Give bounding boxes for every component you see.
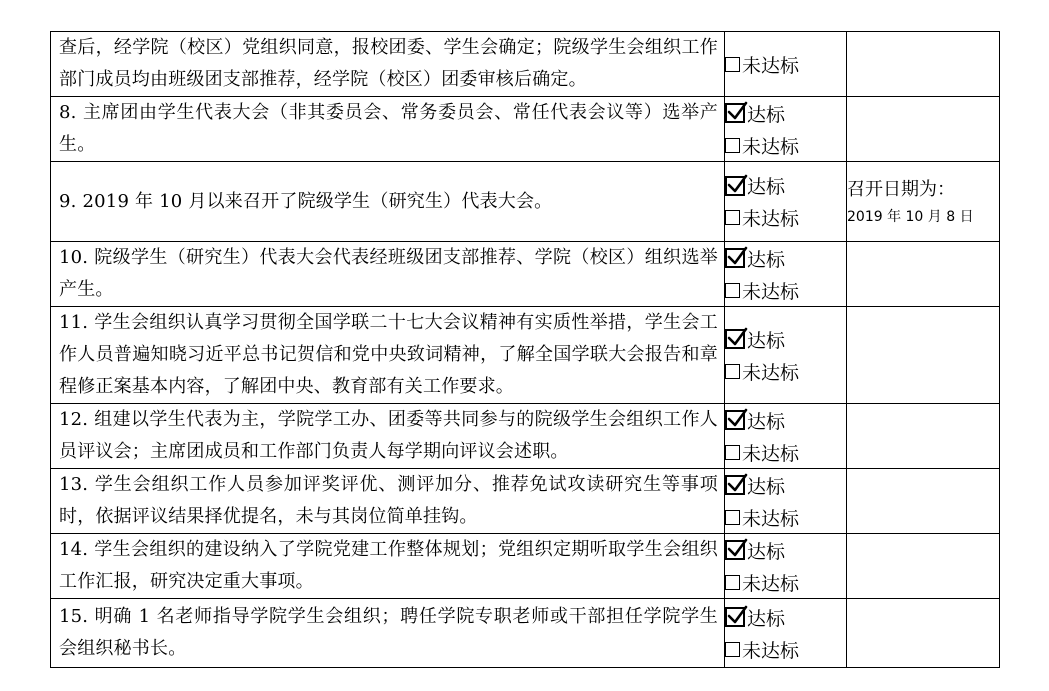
fail-option[interactable] [725, 633, 846, 665]
note-cell [847, 162, 1000, 242]
table-row [51, 404, 1000, 469]
note-cell [847, 404, 1000, 469]
note-cell [847, 534, 1000, 599]
item-cell [51, 242, 725, 307]
pass-label: 达标 [747, 410, 786, 433]
note-cell [847, 469, 1000, 534]
item-text: 12. 组建以学生代表为主，学院学工办、团委等共同参与的院级学生会组织工作人员评议会；主席团成员和工作部门负责人每学期向评议会述职。 [59, 409, 718, 462]
table-row [51, 242, 1000, 307]
pass-label: 达标 [747, 607, 786, 630]
pass-label: 达标 [747, 540, 786, 563]
fail-option[interactable] [725, 355, 846, 387]
checked-checkbox-icon[interactable] [725, 475, 745, 495]
checked-checkbox-icon[interactable] [725, 329, 745, 349]
empty-checkbox-icon[interactable] [725, 364, 740, 379]
item-cell [51, 599, 725, 668]
checked-checkbox-icon[interactable] [725, 607, 745, 627]
empty-checkbox-icon[interactable] [725, 210, 740, 225]
item-text: 14. 学生会组织的建设纳入了学院党建工作整体规划；党组织定期听取学生会组织工作汇报，研究决定重大事项。 [59, 539, 718, 592]
pass-option[interactable] [725, 404, 846, 436]
status-cell [725, 469, 847, 534]
status-cell [725, 97, 847, 162]
checked-checkbox-icon[interactable] [725, 540, 745, 560]
pass-option[interactable] [725, 534, 846, 566]
fail-label: 未达标 [742, 572, 800, 595]
item-text: 8. 主席团由学生代表大会（非其委员会、常务委员会、常任代表会议等）选举产生。 [59, 102, 718, 155]
checklist-body [51, 32, 1000, 668]
pass-option[interactable] [725, 97, 846, 129]
note-cell [847, 242, 1000, 307]
note-cell [847, 307, 1000, 404]
table-row [51, 469, 1000, 534]
item-text: 9. 2019 年 10 月以来召开了院级学生（研究生）代表大会。 [59, 190, 553, 212]
pass-option[interactable] [725, 469, 846, 501]
fail-option[interactable] [725, 501, 846, 533]
checked-checkbox-icon[interactable] [725, 248, 745, 268]
empty-checkbox-icon[interactable] [725, 57, 740, 72]
fail-option[interactable] [725, 48, 846, 80]
item-cell [51, 404, 725, 469]
empty-checkbox-icon[interactable] [725, 510, 740, 525]
note-cell [847, 97, 1000, 162]
fail-label: 未达标 [742, 442, 800, 465]
item-text: 11. 学生会组织认真学习贯彻全国学联二十七大会议精神有实质性举措，学生会工作人员普遍知晓习近平总书记贺信和党中央致词精神，了解全国学联大会报告和章程修正案基本内容，了解团中央、教育部有关工作要求。 [59, 312, 718, 397]
empty-checkbox-icon[interactable] [725, 575, 740, 590]
status-cell [725, 404, 847, 469]
pass-option[interactable] [725, 242, 846, 274]
table-row [51, 534, 1000, 599]
status-cell [725, 162, 847, 242]
pass-label: 达标 [747, 329, 786, 352]
item-text: 10. 院级学生（研究生）代表大会代表经班级团支部推荐、学院（校区）组织选举产生。 [59, 247, 718, 300]
pass-option[interactable] [725, 170, 846, 202]
item-text: 查后，经学院（校区）党组织同意，报校团委、学生会确定；院级学生会组织工作部门成员均由班级团支部推荐，经学院（校区）团委审核后确定。 [59, 37, 718, 90]
fail-label: 未达标 [742, 54, 800, 77]
status-cell [725, 242, 847, 307]
pass-option[interactable] [725, 323, 846, 355]
note-cell [847, 599, 1000, 668]
table-row [51, 32, 1000, 97]
fail-label: 未达标 [742, 639, 800, 662]
item-cell [51, 307, 725, 404]
item-text: 13. 学生会组织工作人员参加评奖评优、测评加分、推荐免试攻读研究生等事项时，依据评议结果择优提名，未与其岗位简单挂钩。 [59, 474, 718, 527]
empty-checkbox-icon[interactable] [725, 138, 740, 153]
fail-option[interactable] [725, 566, 846, 598]
pass-label: 达标 [747, 248, 786, 271]
note-cell [847, 32, 1000, 97]
checked-checkbox-icon[interactable] [725, 176, 745, 196]
item-cell [51, 97, 725, 162]
empty-checkbox-icon[interactable] [725, 283, 740, 298]
table-row [51, 97, 1000, 162]
item-text: 15. 明确 1 名老师指导学院学生会组织；聘任学院专职老师或干部担任学院学生会组织秘书长。 [59, 606, 718, 659]
table-row [51, 599, 1000, 668]
pass-label: 达标 [747, 475, 786, 498]
fail-option[interactable] [725, 129, 846, 161]
fail-label: 未达标 [742, 507, 800, 530]
pass-option[interactable] [725, 601, 846, 633]
item-cell [51, 469, 725, 534]
fail-label: 未达标 [742, 135, 800, 158]
checked-checkbox-icon[interactable] [725, 103, 745, 123]
status-cell [725, 32, 847, 97]
meeting-date-label: 召开日期为： [847, 178, 955, 200]
status-cell [725, 599, 847, 668]
status-cell [725, 534, 847, 599]
item-cell [51, 534, 725, 599]
empty-checkbox-icon[interactable] [725, 445, 740, 460]
checked-checkbox-icon[interactable] [725, 410, 745, 430]
status-cell [725, 307, 847, 404]
fail-label: 未达标 [742, 208, 800, 230]
empty-checkbox-icon[interactable] [725, 642, 740, 657]
fail-label: 未达标 [742, 361, 800, 384]
fail-option[interactable] [725, 274, 846, 306]
meeting-date-value: 2019 年 10 月 8 日 [847, 208, 974, 225]
pass-label: 达标 [747, 176, 786, 198]
checklist-table [50, 31, 1000, 668]
item-cell [51, 32, 725, 97]
pass-label: 达标 [747, 103, 786, 126]
item-cell [51, 162, 725, 242]
fail-option[interactable] [725, 436, 846, 468]
table-row [51, 162, 1000, 242]
fail-option[interactable] [725, 202, 846, 234]
table-row [51, 307, 1000, 404]
fail-label: 未达标 [742, 280, 800, 303]
